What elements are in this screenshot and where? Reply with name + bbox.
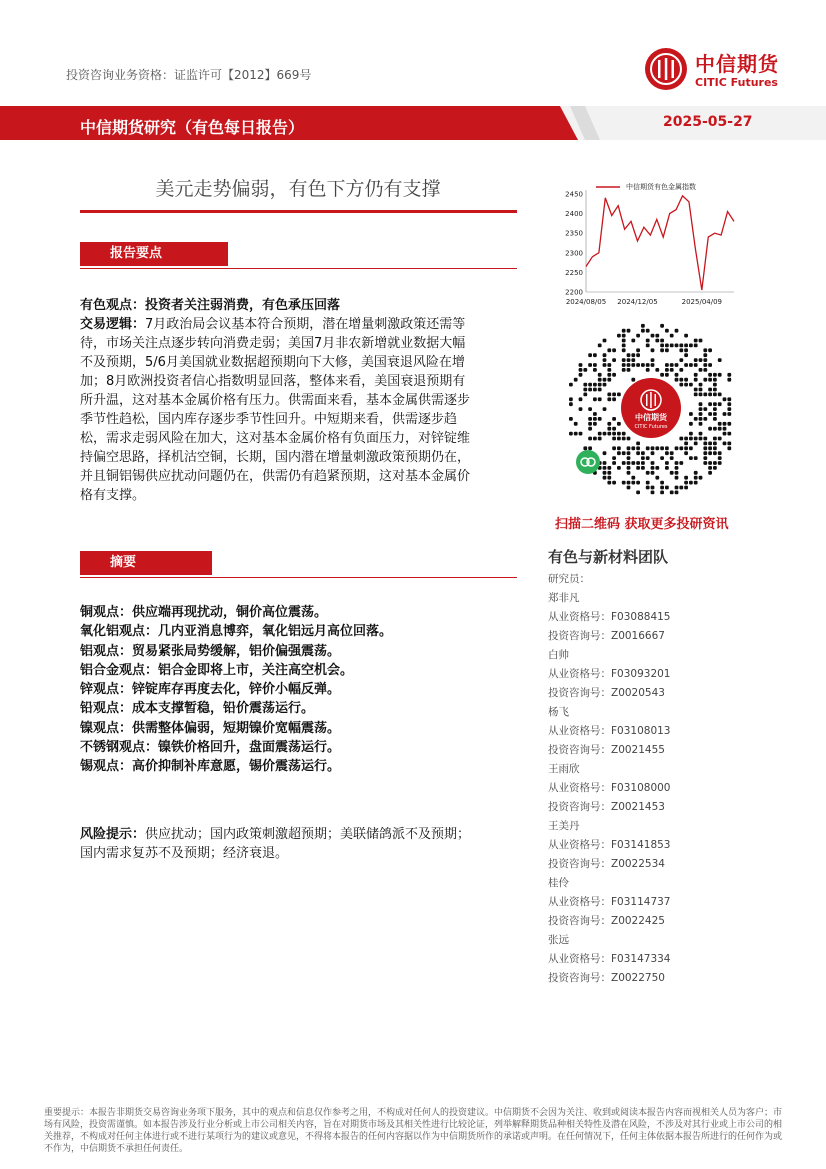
- x-tick-label: 2024/12/05: [617, 298, 658, 306]
- qr-center-en: CITIC Futures: [634, 424, 668, 430]
- view-line: [80, 296, 520, 315]
- qr-code[interactable]: [566, 316, 736, 501]
- summary-item: 铝合金观点：铝合金即将上市，关注高空机会。: [80, 662, 354, 678]
- researcher-advisory: 投资咨询号：Z0022425: [548, 915, 665, 927]
- researcher-name: 白帅: [548, 649, 569, 661]
- logo-cn: 中信期货: [695, 52, 779, 76]
- key-points-tag: 报告要点: [80, 242, 228, 266]
- section-divider: [80, 577, 517, 578]
- logic-line-5: 季节性趋松，国内库存逐步季节性回升。中短期来看，供需逐步趋: [80, 412, 458, 427]
- researcher-cert: 从业资格号：F03108000: [548, 782, 671, 794]
- banner-title: 中信期货研究（有色每日报告）: [80, 118, 305, 137]
- summary-item: 铝观点：贸易紧张局势缓解，铝价偏强震荡。: [80, 643, 341, 659]
- researcher-cert: 从业资格号：F03108013: [548, 725, 671, 737]
- qr-center-cn: 中信期货: [635, 413, 667, 422]
- y-tick-label: 2450: [565, 190, 583, 199]
- y-tick-label: 2350: [565, 229, 583, 238]
- researcher-label: 研究员：: [548, 573, 590, 585]
- section-divider: [80, 268, 517, 269]
- summary-item: 不锈钢观点：镍铁价格回升，盘面震荡运行。: [80, 740, 341, 756]
- logic-line-6: 松，需求走弱风险在加大，这对基本金属价格有负面压力，对锌锭维: [80, 431, 471, 446]
- x-tick-label: 2024/08/05: [565, 298, 607, 306]
- researcher-advisory: 投资咨询号：Z0016667: [548, 630, 665, 642]
- risk-label: 风险提示：: [80, 827, 146, 842]
- y-tick-label: 2250: [565, 268, 583, 277]
- series-line: [586, 196, 734, 290]
- researcher-advisory: 投资咨询号：Z0022750: [548, 972, 665, 984]
- researcher-advisory: 投资咨询号：Z0020543: [548, 687, 665, 699]
- metal-index-chart: [548, 178, 748, 313]
- logic-line-2: 不及预期，5/6月美国就业数据超预期向下大修，美国衰退风险在增: [80, 355, 465, 370]
- logic-line-3: 加；8月欧洲投资者信心指数明显回落，整体来看，美国衰退预期有: [80, 374, 466, 389]
- summary-item: 铅观点：成本支撑暂稳，铅价震荡运行。: [80, 701, 315, 717]
- researcher-name: 杨飞: [548, 706, 569, 718]
- license-text: 投资咨询业务资格：证监许可【2012】669号: [66, 68, 312, 82]
- logic-label: 交易逻辑：: [80, 317, 146, 332]
- report-date: 2025-05-27: [663, 114, 753, 130]
- researcher-name: 桂伶: [548, 877, 569, 889]
- logo-en: CITIC Futures: [695, 76, 778, 89]
- disclaimer: 重要提示：本报告非期货交易咨询业务项下服务，其中的观点和信息仅作参考之用，不构成对任何人的投资建议。中信期货不会因为关注、收到或阅读本报告内容而视相关人员为客户；市场有风险，投资需谨慎。如本报告涉及行业分析或上市公司相关内容，旨在对期货市场及其相关性进行比较论证，列举解释期货品种相关特性及潜在风险，不涉及对其行业或上市公司的相关推荐，不构成对任何主体进行或不进行某项行为的建议或意见，不得将本报告的任何内容据以作为中信期货所作的承诺或声明。在任何情况下，任何主体依据本报告所进行的任何作为或不作为，中信期货不承担任何责任。: [44, 1108, 783, 1154]
- researcher-name: 王雨欣: [548, 763, 580, 775]
- summary-list: [80, 603, 520, 777]
- summary-tag: 摘要: [80, 551, 212, 575]
- summary-item: 锌观点：锌锭库存再度去化，锌价小幅反弹。: [80, 682, 341, 698]
- miniprogram-icon: [576, 450, 600, 474]
- researcher-advisory: 投资咨询号：Z0021455: [548, 744, 665, 756]
- researcher-advisory: 投资咨询号：Z0022534: [548, 858, 665, 870]
- y-tick-label: 2300: [565, 249, 583, 258]
- logic-line-1: 待，市场关注点逐步转向消费走弱；美国7月非农新增就业数据大幅: [80, 336, 466, 351]
- risk-notice: 风险提示：供应扰动；国内政策刺激超预期；美联储鸽派不及预期； 国内需求复苏不及预期；经济衰退。: [80, 827, 471, 861]
- summary-item: 镍观点：供需整体偏弱，短期镍价宽幅震荡。: [80, 720, 341, 736]
- key-points-body: [80, 296, 520, 505]
- researcher-cert: 从业资格号：F03141853: [548, 839, 671, 851]
- researcher-cert: 从业资格号：F03114737: [548, 896, 671, 908]
- logic-line-0: 交易逻辑：7月政治局会议基本符合预期，潜在增量刺激政策还需等: [80, 317, 466, 332]
- report-title: 美元走势偏弱，有色下方仍有支撑: [155, 178, 441, 200]
- researcher-name: 王美丹: [548, 820, 580, 832]
- y-tick-label: 2200: [565, 288, 583, 297]
- researcher-name: 郑非凡: [548, 592, 580, 604]
- researcher-cert: 从业资格号：F03088415: [548, 611, 671, 623]
- team-title: 有色与新材料团队: [548, 548, 669, 566]
- researcher-name: 张远: [548, 934, 569, 946]
- view-text: 投资者关注弱消费，有色承压回落: [145, 298, 341, 313]
- view-label: 有色观点：: [80, 298, 146, 313]
- team-list: [548, 570, 670, 988]
- title-rule: [80, 210, 517, 213]
- logic-line-8: 并且铜铝锡供应扰动问题仍在，供需仍有趋紧预期，这对基本金属价: [80, 469, 471, 484]
- researcher-advisory: 投资咨询号：Z0021453: [548, 801, 665, 813]
- researcher-cert: 从业资格号：F03147334: [548, 953, 671, 965]
- logic-line-4: 所升温，这对基本金属价格有压力。供需面来看，基本金属供需逐步: [80, 393, 471, 408]
- summary-item: 铜观点：供应端再现扰动，铜价高位震荡。: [80, 605, 328, 620]
- x-tick-label: 2025/04/09: [681, 298, 723, 306]
- y-tick-label: 2400: [565, 210, 583, 219]
- logic-line-7: 持偏空思路，择机沽空铜，长期，国内潜在增量刺激政策预期仍在，: [80, 450, 471, 465]
- summary-item: 氧化铝观点：几内亚消息博弈，氧化铝远月高位回落。: [80, 624, 393, 640]
- researcher-cert: 从业资格号：F03093201: [548, 668, 671, 680]
- summary-item: 锡观点：高价抑制补库意愿，锡价震荡运行。: [80, 759, 341, 775]
- logic-line-9: 格有支撑。: [80, 488, 146, 503]
- legend-label: 中信期货有色金属指数: [626, 183, 696, 191]
- qr-caption: 扫描二维码 获取更多投研资讯: [555, 517, 729, 532]
